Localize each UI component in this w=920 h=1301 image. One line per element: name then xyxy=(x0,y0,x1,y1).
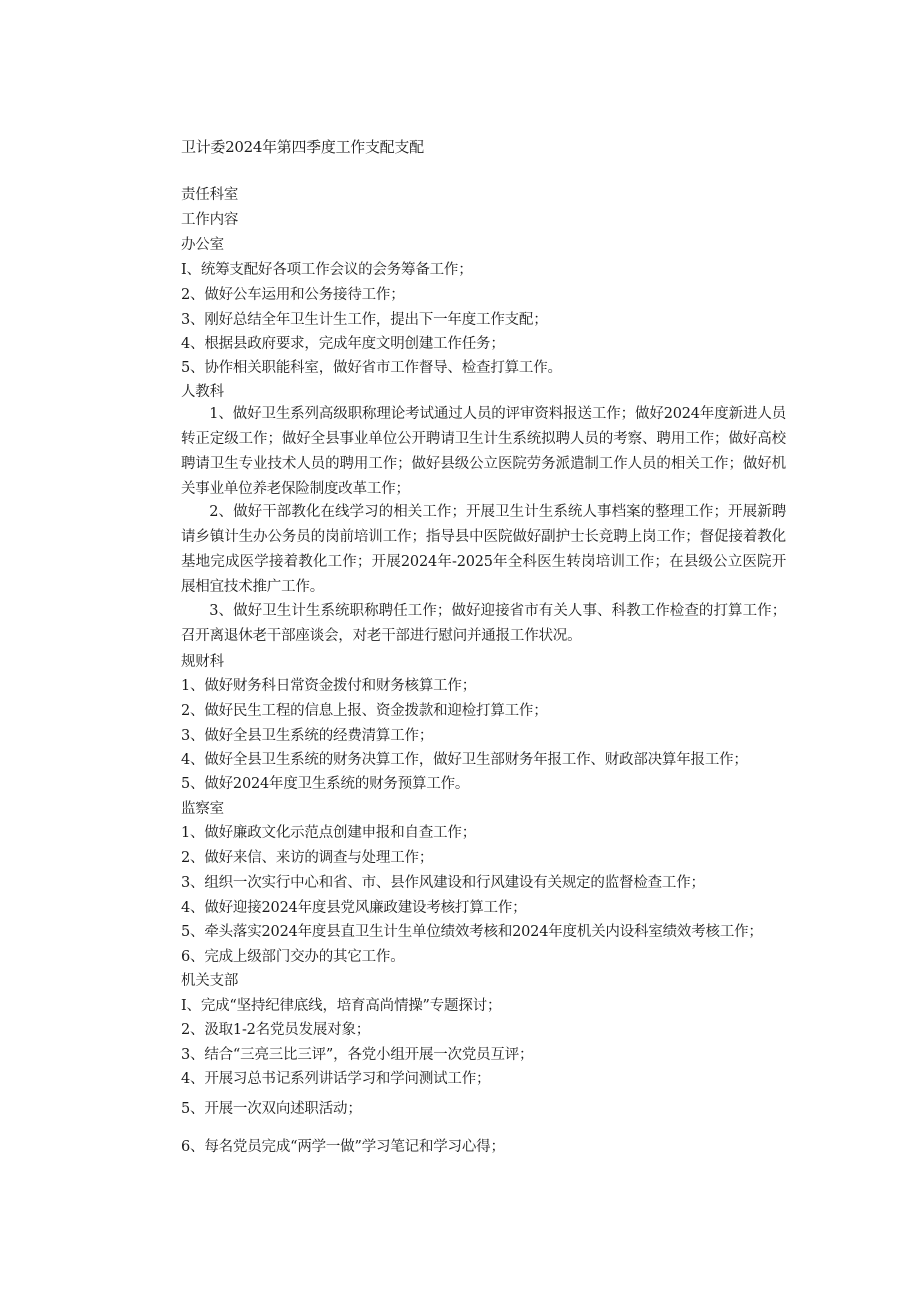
finance-item: 1、做好财务科日常资金拨付和财务核算工作； xyxy=(181,678,477,694)
party-item: 3、结合“三亮三比三评”，各党小组开展一次党员互评； xyxy=(181,1047,534,1063)
header-responsible-dept: 责任科室 xyxy=(181,187,239,203)
supervision-item: 5、牵头落实2024年度县直卫生计生单位绩效考核和2024年度机关内设科室绩效考核工作； xyxy=(181,924,763,940)
section-personnel-title: 人教科 xyxy=(181,384,224,400)
supervision-item: 1、做好廉政文化示范点创建申报和自查工作； xyxy=(181,825,477,841)
section-party-title: 机关支部 xyxy=(181,973,239,989)
section-office-title: 办公室 xyxy=(181,237,224,253)
party-item: 5、开展一次双向述职活动； xyxy=(181,1101,362,1117)
personnel-item: 2、做好干部教化在线学习的相关工作；开展卫生计生系统人事档案的整理工作；开展新聘请乡镇计生办公务员的岗前培训工作；指导县中医院做好副护士长竞聘上岗工作；督促接着教化基地完成医学接着教化工作；开展2024年-2025年全科医生转岗培训工作；在县级公立医院开展相宜技术推广工作。 xyxy=(181,504,786,595)
party-item: 2、汲取1-2名党员发展对象； xyxy=(181,1022,371,1038)
office-item: 3、刚好总结全年卫生计生工作，提出下一年度工作支配； xyxy=(181,312,548,328)
finance-item: 4、做好全县卫生系统的财务决算工作，做好卫生部财务年报工作、财政部决算年报工作； xyxy=(181,752,748,768)
document-title: 卫计委2024年第四季度工作支配支配 xyxy=(181,138,424,156)
header-work-content: 工作内容 xyxy=(181,212,239,228)
party-item: 6、每名党员完成“两学一做”学习笔记和学习心得； xyxy=(181,1139,505,1155)
office-item: I、统筹支配好各项工作会议的会务筹备工作； xyxy=(181,262,473,278)
party-item: 4、开展习总书记系列讲话学习和学问测试工作； xyxy=(181,1071,491,1087)
office-item: 2、做好公车运用和公务接待工作； xyxy=(181,287,405,303)
finance-item: 3、做好全县卫生系统的经费清算工作； xyxy=(181,728,434,744)
office-item: 4、根据县政府要求，完成年度文明创建工作任务； xyxy=(181,336,505,352)
finance-item: 2、做好民生工程的信息上报、资金拨款和迎检打算工作； xyxy=(181,703,548,719)
office-item: 5、协作相关职能科室，做好省市工作督导、检查打算工作。 xyxy=(181,360,562,376)
supervision-item: 2、做好来信、来访的调查与处理工作； xyxy=(181,850,434,866)
supervision-item: 4、做好迎接2024年度县党风廉政建设考核打算工作； xyxy=(181,900,527,916)
party-item: I、完成“坚持纪律底线，培育高尚情操”专题探讨； xyxy=(181,998,502,1014)
supervision-item: 6、完成上级部门交办的其它工作。 xyxy=(181,949,405,965)
personnel-item: 3、做好卫生计生系统职称聘任工作；做好迎接省市有关人事、科教工作检查的打算工作；召开离退休老干部座谈会，对老干部进行慰问并通报工作状况。 xyxy=(181,603,786,644)
section-finance-title: 规财科 xyxy=(181,654,224,670)
finance-item: 5、做好2024年度卫生系统的财务预算工作。 xyxy=(181,776,470,792)
supervision-item: 3、组织一次实行中心和省、市、县作风建设和行风建设有关规定的监督检查工作； xyxy=(181,875,705,891)
section-supervision-title: 监察室 xyxy=(181,801,224,817)
personnel-item: 1、做好卫生系列高级职称理论考试通过人员的评审资料报送工作；做好2024年度新进人员转正定级工作；做好全县事业单位公开聘请卫生计生系统拟聘人员的考察、聘用工作；做好高校聘请卫生专业技术人员的聘用工作；做好县级公立医院劳务派遣制工作人员的相关工作；做好机关事业单位养老保险制度改革工作； xyxy=(181,406,786,497)
